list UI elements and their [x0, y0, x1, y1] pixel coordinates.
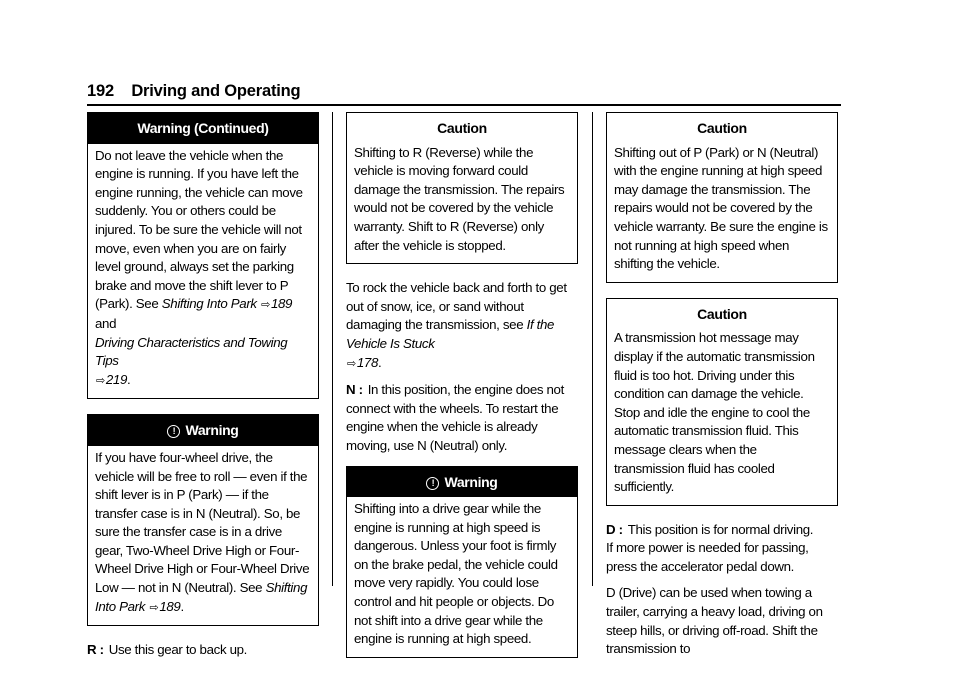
column-divider-1 [332, 112, 333, 586]
caution-box-park-neutral [606, 112, 838, 283]
caution-title: Caution [697, 120, 747, 136]
gear-d-paragraph: D : This position is for normal driving. [606, 521, 814, 537]
xref-page[interactable]: 219 [105, 371, 128, 387]
caution-title: Caution [437, 120, 487, 136]
gear-n-paragraph: N : In this position, the engine does not connect with the wheels. To restart the engine when the vehicle is already moving, use N (Neutral) only. [346, 382, 564, 453]
xref-page[interactable]: 189 [270, 296, 293, 312]
header-rule [87, 104, 841, 106]
column-1 [87, 112, 319, 668]
warning-title: ! Warning [347, 467, 577, 498]
section-title: Driving and Operating [131, 82, 301, 100]
page-reference-arrow-icon: ⇨ [96, 374, 105, 387]
gear-label: N : [346, 382, 363, 398]
caution-box-transmission-hot [606, 298, 838, 506]
xref-shifting-into-park[interactable]: Shifting Into Park [161, 296, 257, 312]
gear-r-paragraph: R : Use this gear to back up. [87, 642, 248, 658]
column-3 [606, 112, 838, 667]
page-reference-arrow-icon: ⇨ [149, 601, 159, 614]
page-header [87, 82, 300, 101]
caution-box-reverse [346, 112, 578, 264]
warning-title: ! Warning [88, 415, 318, 446]
warning-body: If you have four-wheel drive, the vehicle will be free to roll — even if the shift lever is in P (Park) — if the transfer case is in N (Neutral). So, be sure the transfer case is in a drive gear, Two-Wheel Drive High or Four-Wheel Drive High or Four-Wheel Drive Low — not in N (Neutral). See Shifting Into Park ⇨189. [95, 449, 310, 614]
warning-body: Do not leave the vehicle when the engine is running. If you have left the engine running, the vehicle can move suddenly. You or others could be injured. To be sure the vehicle will not move, even when you are on fairly level ground, always set the parking brake and move the shift lever to P (Park). See Shifting Into Park ⇨189 and Driving Characteristics and Towing Tips ⇨219. [95, 147, 303, 387]
rock-vehicle-paragraph: To rock the vehicle back and forth to get out of snow, ice, or sand without damaging the transmission, see If the Vehicle Is Stuck ⇨178. [346, 280, 567, 370]
caution-body: Shifting to R (Reverse) while the vehicle is moving forward could damage the transmission. The repairs would not be covered by the vehicle warranty. Shift to R (Reverse) only after the vehicle is stopped. [354, 144, 565, 253]
warning-box-drive-gear [346, 466, 578, 658]
xref-shifting-into-park[interactable]: Shifting Into Park [95, 580, 308, 614]
drive-usage-paragraph: D (Drive) can be used when towing a trailer, carrying a heavy load, driving on steep hills, or driving off-road. Shift the transmission to [606, 585, 823, 657]
passing-paragraph: If more power is needed for passing, press the accelerator pedal down. [606, 540, 809, 574]
warning-circle-icon: ! [167, 425, 180, 438]
warning-circle-icon: ! [426, 477, 439, 490]
warning-body: Shifting into a drive gear while the engine is running at high speed is dangerous. Unless your foot is firmly on the brake pedal, the vehicle could move very rapidly. You could lose control and hit people or objects. Do not shift into a drive gear while the engine is running at high speed. [354, 501, 558, 647]
column-2 [346, 112, 578, 673]
xref-page[interactable]: 178 [356, 354, 379, 370]
page-reference-arrow-icon: ⇨ [261, 299, 270, 312]
page-number: 192 [87, 82, 114, 100]
caution-body: A transmission hot message may display if the automatic transmission fluid is too hot. Driving under this condition can damage the vehicle. Stop and idle the engine to cool the automatic transmission fluid. This message clears when the transmission fluid has cooled sufficiently. [614, 330, 815, 495]
column-divider-2 [592, 112, 593, 586]
warning-box-continued [87, 112, 319, 399]
warning-box-4wd [87, 414, 319, 626]
caution-title: Caution [697, 305, 747, 322]
gear-label: D : [606, 521, 623, 537]
gear-label: R : [87, 642, 104, 658]
warning-title: Warning (Continued) [88, 113, 318, 144]
xref-page[interactable]: 189 [159, 598, 181, 614]
xref-vehicle-stuck[interactable]: If the Vehicle Is Stuck [346, 317, 555, 351]
caution-body: Shifting out of P (Park) or N (Neutral) with the engine running at high speed may damage the transmission. The repairs would not be covered by the vehicle warranty. Be sure the engine is not running at high speed when shifting the vehicle. [614, 144, 828, 272]
page-reference-arrow-icon: ⇨ [347, 357, 356, 370]
xref-driving-characteristics[interactable]: Driving Characteristics and Towing Tips [95, 334, 288, 369]
